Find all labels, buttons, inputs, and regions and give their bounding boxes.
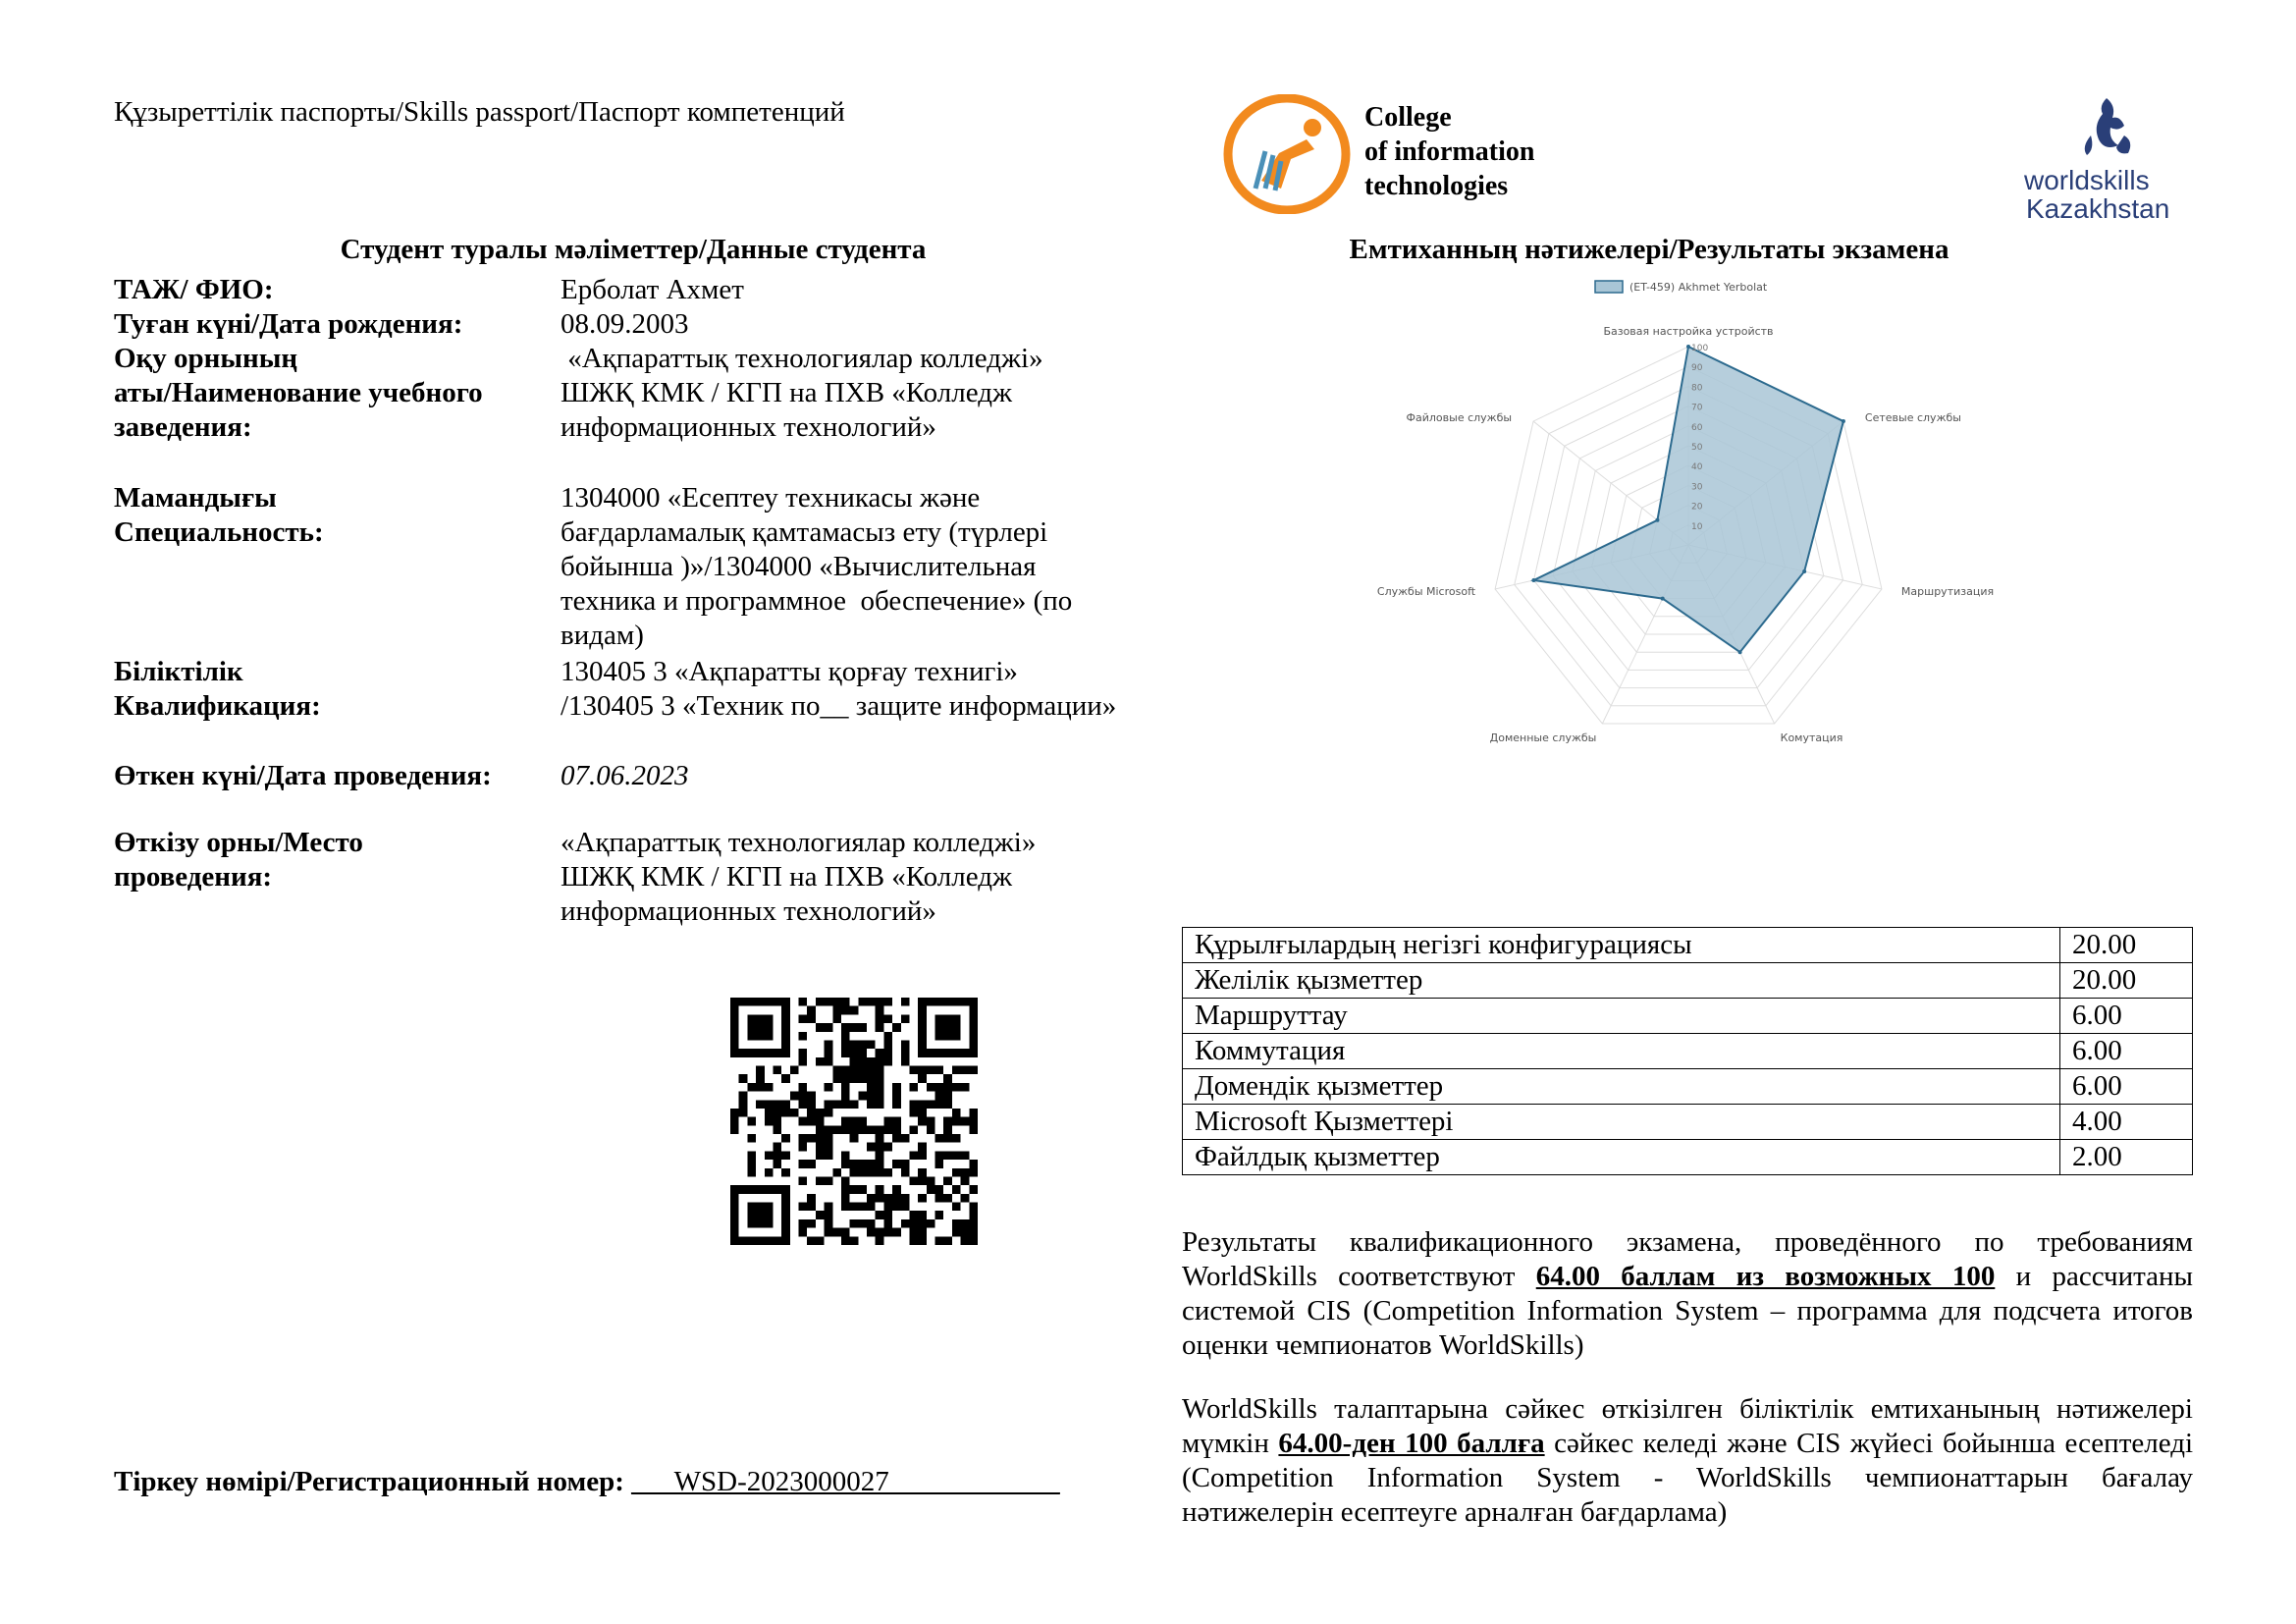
score-value: 6.00 bbox=[2060, 1069, 2193, 1105]
student-section-title: Студент туралы мәліметтер/Данные студента bbox=[340, 234, 927, 265]
radar-tick-label: 50 bbox=[1691, 443, 1703, 453]
worldskills-emblem-icon bbox=[2085, 98, 2131, 155]
radar-axis-label: Комутация bbox=[1780, 731, 1843, 744]
score-value: 4.00 bbox=[2060, 1105, 2193, 1140]
score-highlight: 64.00 баллам из возможных 100 bbox=[1535, 1261, 1996, 1292]
score-module-name: Желілік қызметтер bbox=[1183, 963, 2060, 999]
score-row bbox=[1183, 1034, 2193, 1069]
radar-axis-label: Маршрутизация bbox=[1900, 584, 1995, 598]
score-module-name: Файлдық қызметтер bbox=[1183, 1140, 2060, 1175]
qualification-label bbox=[114, 655, 546, 724]
institution-value-line: ШЖҚ КМК / КГП на ПХВ «Колледж bbox=[561, 377, 1013, 408]
radar-axis-label: Доменные службы bbox=[1489, 731, 1597, 744]
qualification-value bbox=[561, 655, 1267, 724]
radar-point bbox=[1686, 345, 1690, 349]
qualification-label-line: Квалификация: bbox=[114, 690, 321, 722]
qualification-value-line: /130405 3 «Техник по__ защите информации» bbox=[561, 690, 1117, 722]
college-line-2: of information bbox=[1364, 136, 1535, 167]
exam-date-label: Өткен күні/Дата проведения: bbox=[114, 760, 492, 791]
specialty-value-line: 1304000 «Есептеу техникасы және bbox=[561, 482, 981, 514]
college-line-1: College bbox=[1364, 102, 1452, 133]
fio-label: ТАЖ/ ФИО: bbox=[114, 274, 274, 305]
institution-value-line: информационных технологий» bbox=[561, 411, 936, 443]
radar-tick-label: 70 bbox=[1691, 403, 1703, 413]
score-value: 2.00 bbox=[2060, 1140, 2193, 1175]
college-logo bbox=[1222, 94, 1355, 214]
paragraph-text: Результаты квалификационного экзамена, проведённого по требованиям WorldSkills соответствуют bbox=[1182, 1226, 2193, 1292]
college-name bbox=[1364, 100, 1534, 203]
score-row bbox=[1183, 1105, 2193, 1140]
score-value: 20.00 bbox=[2060, 928, 2193, 963]
qr-code bbox=[730, 998, 978, 1245]
kazakhstan-wordmark: Kazakhstan bbox=[2026, 193, 2170, 219]
radar-tick-label: 40 bbox=[1691, 462, 1703, 473]
radar-point bbox=[1661, 597, 1665, 601]
institution-label-line: аты/Наименование учебного bbox=[114, 377, 483, 408]
institution-label-line: заведения: bbox=[114, 411, 252, 443]
place-value-line: «Ақпараттық технологиялар колледжі» bbox=[561, 827, 1037, 858]
legend-label[interactable]: (ET-459) Akhmet Yerbolat bbox=[1629, 281, 1768, 294]
score-value: 6.00 bbox=[2060, 1034, 2193, 1069]
birth-label: Туған күні/Дата рождения: bbox=[114, 308, 463, 340]
score-value: 6.00 bbox=[2060, 999, 2193, 1034]
score-row bbox=[1183, 999, 2193, 1034]
radar-point bbox=[1842, 419, 1845, 423]
score-module-name: Маршруттау bbox=[1183, 999, 2060, 1034]
score-highlight: 64.00-ден 100 баллға bbox=[1278, 1428, 1545, 1459]
exam-date-value: 07.06.2023 bbox=[561, 760, 689, 791]
paragraph-text: сәйкес келеді және CIS жүйесі бойынша есептеледі (Competition Information System - WorldSkills чемпионаттарын бағалау нәтижелерін есептеуге арналған бағдарлама) bbox=[1182, 1428, 2194, 1528]
score-row bbox=[1183, 963, 2193, 999]
radar-tick-label: 20 bbox=[1691, 502, 1703, 513]
specialty-label bbox=[114, 481, 546, 550]
results-section-title: Емтиханның нәтижелері/Результаты экзамена bbox=[1349, 234, 1949, 265]
radar-tick-label: 80 bbox=[1691, 383, 1703, 394]
specialty-value-line: бойынша )»/1304000 «Вычислительная bbox=[561, 551, 1037, 582]
score-value: 20.00 bbox=[2060, 963, 2193, 999]
radar-tick-label: 90 bbox=[1691, 363, 1703, 374]
place-label-line: Өткізу орны/Место bbox=[114, 827, 363, 858]
specialty-label-line: Специальность: bbox=[114, 516, 324, 548]
score-module-name: Коммутация bbox=[1183, 1034, 2060, 1069]
institution-value-line: «Ақпараттық технологиялар колледжі» bbox=[561, 343, 1043, 374]
radar-axis-label: Службы Microsoft bbox=[1376, 584, 1476, 598]
specialty-value-line: бағдарламалық қамтамасыз ету (түрлері bbox=[561, 516, 1048, 548]
registration-number: ___WSD-2023000027____________ bbox=[631, 1466, 1060, 1497]
institution-value bbox=[561, 342, 1267, 445]
radar-series-area bbox=[1533, 347, 1842, 652]
radar-point bbox=[1802, 569, 1806, 573]
registration-label: Тіркеу нөмірі/Регистрационный номер: bbox=[114, 1466, 632, 1497]
radar-axis-label: Файловые службы bbox=[1406, 411, 1513, 425]
specialty-label-line: Мамандығы bbox=[114, 482, 277, 514]
place-value-line: информационных технологий» bbox=[561, 895, 936, 927]
paragraph-text: WorldSkills талаптарына сәйкес өткізілген біліктілік емтиханының нәтижелері мүмкін bbox=[1182, 1393, 2193, 1459]
qualification-label-line: Біліктілік bbox=[114, 656, 243, 687]
paragraph-text: и рассчитаны системой CIS (Competition Information System – программа для подсчета итогов оценки чемпионатов WorldSkills) bbox=[1182, 1261, 2193, 1361]
birth-value: 08.09.2003 bbox=[561, 308, 689, 340]
score-row bbox=[1183, 1069, 2193, 1105]
place-label-line: проведения: bbox=[114, 861, 273, 893]
score-row bbox=[1183, 928, 2193, 963]
scores-table bbox=[1182, 927, 2193, 1175]
specialty-value-line: видам) bbox=[561, 620, 644, 651]
radar-tick-label: 30 bbox=[1691, 482, 1703, 493]
score-module-name: Домендік қызметтер bbox=[1183, 1069, 2060, 1105]
results-radar-chart bbox=[1335, 275, 2042, 785]
radar-axis-label: Базовая настройка устройств bbox=[1603, 325, 1774, 338]
registration-row bbox=[114, 1466, 1060, 1498]
result-paragraph-ru bbox=[1182, 1225, 2193, 1363]
radar-axis-label: Сетевые службы bbox=[1864, 411, 1961, 425]
radar-point bbox=[1655, 518, 1659, 522]
radar-point bbox=[1531, 578, 1535, 582]
score-module-name: Құрылғылардың негізгі конфигурациясы bbox=[1183, 928, 2060, 963]
worldskills-wordmark: worldskills bbox=[2024, 165, 2150, 195]
institution-label bbox=[114, 342, 546, 445]
fio-value: Ерболат Ахмет bbox=[561, 274, 744, 305]
radar-tick-label: 10 bbox=[1691, 521, 1703, 532]
score-row bbox=[1183, 1140, 2193, 1175]
qualification-value-line: 130405 3 «Ақпаратты қорғау технигі» bbox=[561, 656, 1018, 687]
result-paragraph-kz bbox=[1182, 1392, 2193, 1530]
place-value-line: ШЖҚ КМК / КГП на ПХВ «Колледж bbox=[561, 861, 1013, 893]
passport-title: Құзыреттілік паспорты/Skills passport/Паспорт компетенций bbox=[114, 96, 845, 128]
radar-tick-label: 60 bbox=[1691, 422, 1703, 433]
score-module-name: Microsoft Қызметтері bbox=[1183, 1105, 2060, 1140]
place-value bbox=[561, 826, 1267, 929]
radar-point bbox=[1738, 650, 1742, 654]
specialty-value-line: техника и программное обеспечение» (по bbox=[561, 585, 1073, 617]
college-line-3: technologies bbox=[1364, 171, 1509, 201]
place-label bbox=[114, 826, 546, 894]
legend-swatch bbox=[1595, 281, 1623, 293]
worldskills-logo bbox=[2022, 96, 2189, 219]
radar-tick-label: 100 bbox=[1691, 344, 1709, 353]
specialty-value bbox=[561, 481, 1267, 653]
institution-label-line: Оқу орнының bbox=[114, 343, 298, 374]
